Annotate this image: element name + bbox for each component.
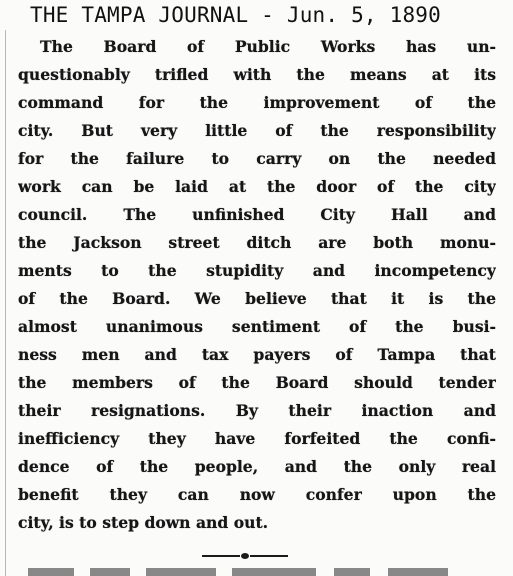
divider-dot: [241, 553, 249, 559]
article-line: the Jackson street ditch are both monu-: [18, 233, 496, 252]
divider-bar-right: [250, 555, 288, 557]
article-line: work can be laid at the door of the city: [18, 177, 496, 196]
article-line: The Board of Public Works has un-: [40, 37, 496, 56]
article-line: the members of the Board should tender: [18, 373, 496, 392]
article-line: almost unanimous sentiment of the busi-: [18, 317, 496, 336]
article-line: for the failure to carry on the needed: [18, 149, 496, 168]
cut-off-text-fragment: [232, 568, 316, 576]
column-rule: [5, 30, 6, 576]
cut-off-text-fragment: [146, 568, 216, 576]
article-body: [18, 33, 496, 537]
divider-bar-left: [202, 555, 240, 557]
article-line: city. But very little of the responsibility: [18, 121, 496, 140]
cut-off-text-fragment: [388, 568, 448, 576]
article-line: city, is to step down and out.: [18, 513, 269, 532]
article-line: their resignations. By their inaction and: [18, 401, 496, 420]
cut-off-text-fragment: [334, 568, 370, 576]
article-line: benefit they can now confer upon the: [18, 485, 496, 504]
article-line: inefficiency they have forfeited the confi-: [18, 429, 496, 448]
cut-off-text-fragment: [28, 568, 74, 576]
article-line: questionably trifled with the means at its: [18, 65, 496, 84]
article-line: dence of the people, and the only real: [18, 457, 496, 476]
article-line: ments to the stupidity and incompetency: [18, 261, 496, 280]
dash-dot-dash-divider-icon: [202, 553, 288, 559]
cut-off-next-heading: [28, 568, 498, 576]
masthead-title: THE TAMPA JOURNAL - Jun. 5, 1890: [30, 3, 441, 27]
article-line: command for the improvement of the: [18, 93, 496, 112]
cut-off-text-fragment: [90, 568, 130, 576]
article-line: council. The unfinished City Hall and: [18, 205, 496, 224]
article-line: of the Board. We believe that it is the: [18, 289, 496, 308]
article-line: ness men and tax payers of Tampa that: [18, 345, 496, 364]
